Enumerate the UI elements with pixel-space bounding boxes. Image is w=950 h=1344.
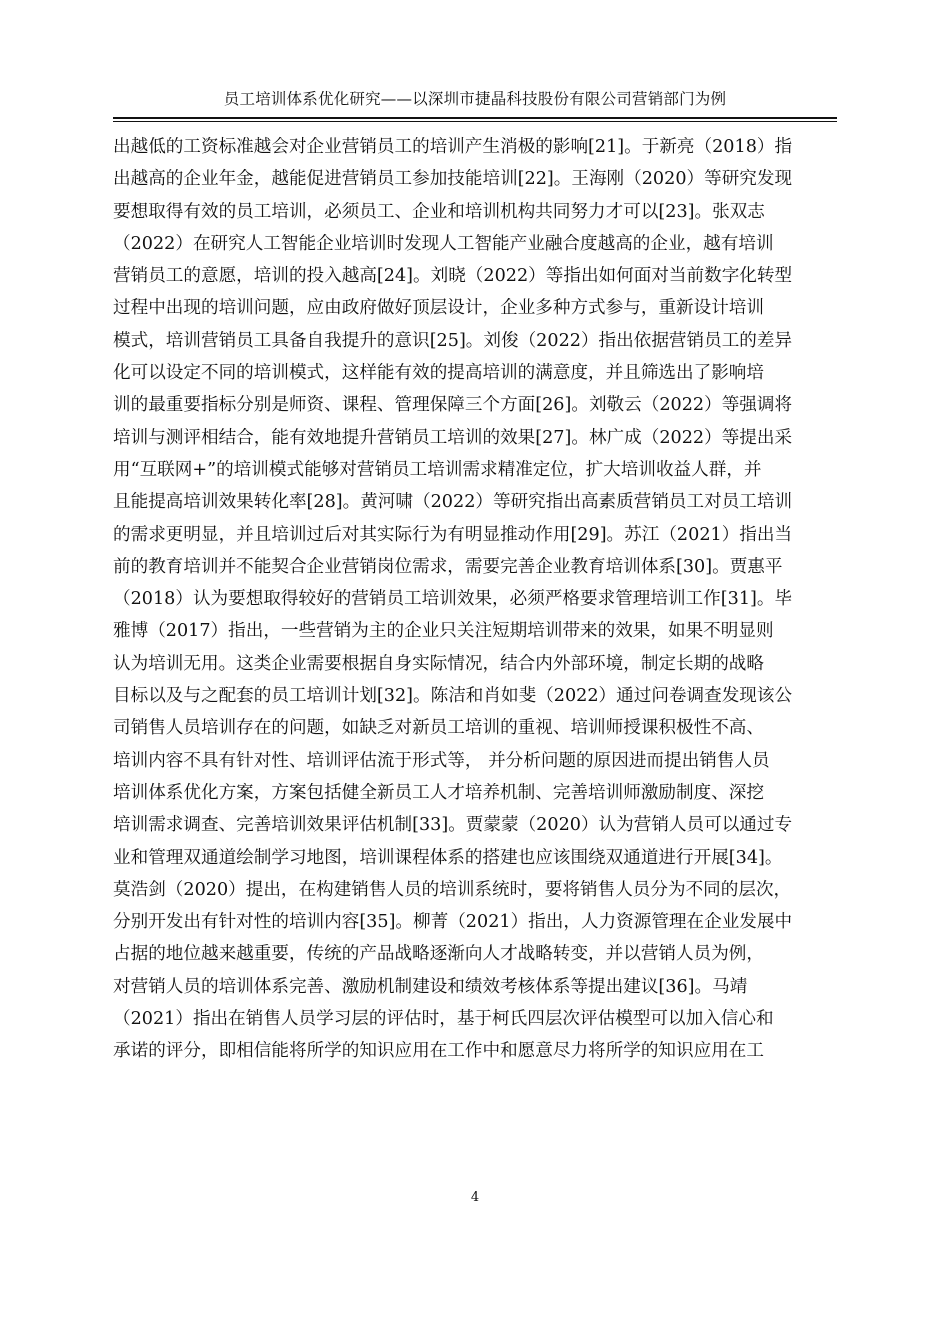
text-line: 培训内容不具有针对性、培训评估流于形式等， 并分析问题的原因进而提出销售人员 bbox=[113, 750, 770, 771]
text-line: 的需求更明显，并且培训过后对其实际行为有明显推动作用[29]。苏江（2021）指出当 bbox=[113, 524, 793, 545]
text-line: 莫浩剑（2020）提出，在构建销售人员的培训系统时，要将销售人员分为不同的层次， bbox=[113, 879, 792, 900]
text-line: 培训与测评相结合，能有效地提升营销员工培训的效果[27]。林广成（2022）等提出采 bbox=[113, 427, 793, 448]
header-rule-thick bbox=[113, 117, 837, 119]
text-line: 训的最重要指标分别是师资、课程、管理保障三个方面[26]。刘敬云（2022）等强调将 bbox=[113, 395, 793, 416]
page-number: 4 bbox=[470, 1190, 480, 1205]
text-line: 培训体系优化方案，方案包括健全新员工人才培养机制、完善培训师激励制度、深挖 bbox=[113, 782, 764, 803]
text-line: 目标以及与之配套的员工培训计划[32]。陈洁和肖如斐（2022）通过问卷调查发现该公 bbox=[113, 686, 793, 707]
text-line: 认为培训无用。这类企业需要根据自身实际情况，结合内外部环境，制定长期的战略 bbox=[113, 653, 764, 674]
text-line: 业和管理双通道绘制学习地图，培训课程体系的搭建也应该围绕双通道进行开展[34]。 bbox=[113, 847, 783, 868]
body-text bbox=[113, 131, 853, 1068]
text-line: 雅博（2017）指出，一些营销为主的企业只关注短期培训带来的效果，如果不明显则 bbox=[113, 621, 774, 642]
text-line: 分别开发出有针对性的培训内容[35]。柳菁（2021）指出，人力资源管理在企业发展中 bbox=[113, 912, 793, 933]
text-line: 且能提高培训效果转化率[28]。黄河啸（2022）等研究指出高素质营销员工对员工培训 bbox=[113, 492, 793, 513]
text-line: 占据的地位越来越重要，传统的产品战略逐渐向人才战略转变，并以营销人员为例， bbox=[113, 944, 764, 965]
text-line: 化可以设定不同的培训模式，这样能有效的提高培训的满意度，并且筛选出了影响培 bbox=[113, 363, 764, 384]
text-line: 模式，培训营销员工具备自我提升的意识[25]。刘俊（2022）指出依据营销员工的差异 bbox=[113, 330, 793, 351]
text-line: 前的教育培训并不能契合企业营销岗位需求，需要完善企业教育培训体系[30]。贾惠平 bbox=[113, 556, 783, 577]
text-line: 用“互联网+”的培训模式能够对营销员工培训需求精准定位，扩大培训收益人群，并 bbox=[113, 459, 762, 480]
text-line: 对营销人员的培训体系完善、激励机制建设和绩效考核体系等提出建议[36]。马靖 bbox=[113, 976, 748, 997]
text-line: 承诺的评分，即相信能将所学的知识应用在工作中和愿意尽力将所学的知识应用在工 bbox=[113, 1041, 764, 1062]
text-line: （2021）指出在销售人员学习层的评估时，基于柯氏四层次评估模型可以加入信心和 bbox=[113, 1009, 774, 1030]
text-line: 司销售人员培训存在的问题，如缺乏对新员工培训的重视、培训师授课积极性不高、 bbox=[113, 718, 764, 739]
text-line: 出越高的企业年金，越能促进营销员工参加技能培训[22]。王海刚（2020）等研究发现 bbox=[113, 169, 793, 190]
header-rule-thin bbox=[113, 121, 837, 122]
text-line: 要想取得有效的员工培训，必须员工、企业和培训机构共同努力才可以[23]。张双志 bbox=[113, 201, 765, 222]
text-line: 培训需求调查、完善培训效果评估机制[33]。贾蒙蒙（2020）认为营销人员可以通过专 bbox=[113, 815, 793, 836]
text-line: （2018）认为要想取得较好的营销员工培训效果，必须严格要求管理培训工作[31]。毕 bbox=[113, 589, 793, 610]
text-line: （2022）在研究人工智能企业培训时发现人工智能产业融合度越高的企业，越有培训 bbox=[113, 233, 774, 254]
text-line: 营销员工的意愿，培训的投入越高[24]。刘晓（2022）等指出如何面对当前数字化转型 bbox=[113, 266, 793, 287]
text-line: 出越低的工资标准越会对企业营销员工的培训产生消极的影响[21]。于新亮（2018）指 bbox=[113, 137, 793, 157]
text-line: 过程中出现的培训问题，应由政府做好顶层设计，企业多种方式参与，重新设计培训 bbox=[113, 298, 764, 319]
running-header: 员工培训体系优化研究——以深圳市捷晶科技股份有限公司营销部门为例 bbox=[223, 90, 727, 108]
